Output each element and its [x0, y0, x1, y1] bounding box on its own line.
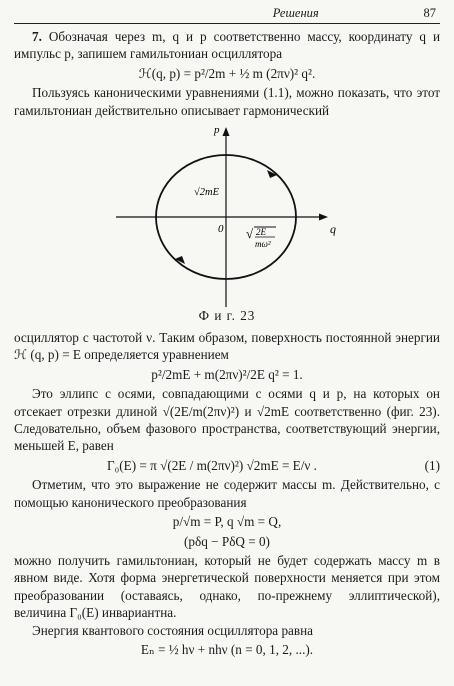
figure-caption: Ф и г. 23: [198, 308, 256, 324]
equation-transform-1: p/√m = P, q √m = Q,: [172, 514, 282, 530]
equation-energy: Eₙ = ½ hν + nhν (n = 0, 1, 2, ...).: [140, 641, 314, 657]
q-intercept-root: √: [246, 226, 254, 242]
paragraph-2: осциллятор с частотой ν. Таким образом, поверхность постоянной энергии ℋ (q, p) = E определяется уравнением: [14, 330, 440, 363]
p-intercept-label: √2mE: [194, 187, 220, 199]
page-number: 87: [423, 5, 436, 20]
origin-label: 0: [218, 223, 224, 236]
q-intercept-num: 2E: [256, 227, 266, 238]
paragraph-4: Отметим, что это выражение не содержит массы m. Действительно, с помощью канонического преобразования: [14, 477, 440, 510]
q-axis-label: q: [330, 222, 336, 237]
paragraph-1: Пользуясь каноническими уравнениями (1.1), можно показать, что этот гамильтониан действительно описывает гармонический: [14, 85, 440, 118]
equation-volume: Γ₀(E) = π √(2E / m(2πν)²) √2mE = E/ν .: [107, 457, 317, 473]
phase-diagram: [114, 123, 344, 307]
paragraph-3: Это эллипс с осями, совпадающими с осями q и p, на которых он отсекает отрезки длиной √(2E/m(2πν)²) и √2mE соответственно (фиг. 23). Следовательно, объем фазового пространства, соответствующий энергии, меньшей E, равен: [14, 386, 440, 454]
header-title: Решения: [272, 5, 319, 20]
equation-ellipse: p²/2mE + m(2πν)²/2E q² = 1.: [151, 366, 303, 382]
problem-intro: [14, 28, 440, 63]
p-axis-label: p: [214, 124, 220, 137]
equation-volume-row: [14, 457, 440, 474]
paragraph-5: можно получить гамильтониан, который не будет содержать массу m в явном виде. Хотя форма энергетической поверхности меняется при этом преобразовании (оставаясь, однако, по-прежнему эллиптической), величина Γ₀(E) инвариантна.: [14, 552, 440, 621]
equation-hamiltonian: ℋ(q, p) = p²/2m + ½ m (2πν)² q².: [138, 65, 316, 81]
p-axis-arrow-icon: [223, 127, 230, 136]
q-axis-arrow-icon: [319, 214, 328, 221]
running-header: [14, 4, 440, 24]
equation-number: (1): [424, 457, 440, 473]
q-intercept-den: mω²: [255, 239, 271, 250]
problem-text: Обозначая через m, q и p соответственно массу, координату q и импульс p, запишем гамильтониан осциллятора: [14, 29, 440, 62]
problem-number: 7.: [32, 29, 42, 44]
paragraph-6: Энергия квантового состояния осциллятора равна: [32, 622, 314, 638]
equation-transform-2: (pδq − PδQ = 0): [184, 533, 270, 549]
figure-phase-ellipse: [14, 121, 440, 309]
page: [14, 4, 440, 660]
